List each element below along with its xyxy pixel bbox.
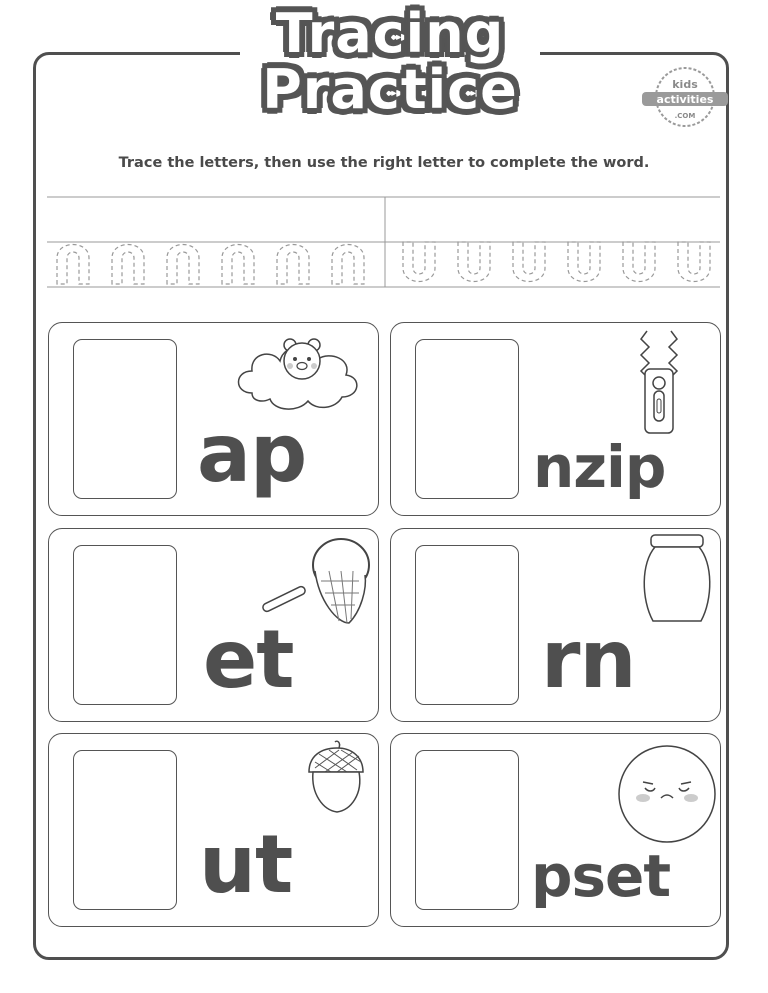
letter-answer-box[interactable] [415,750,519,910]
trace-letter-n [57,245,89,285]
zipper-icon [627,329,691,437]
bear-on-cloud-icon [232,331,364,413]
trace-letter-n [332,245,364,285]
upset-face-icon [615,742,719,846]
trace-letter-n [112,245,144,285]
card-word: et [203,613,294,706]
urn-icon [637,533,717,627]
instructions-text: Trace the letters, then use the right letter to complete the word. [118,155,650,171]
card-word: ut [199,818,293,911]
trace-letter-u [568,242,600,282]
trace-letter-u [678,242,710,282]
logo-com: .COM [674,112,696,120]
word-card-5 [48,733,379,927]
trace-letters-u [403,242,710,282]
trace-letter-u [458,242,490,282]
letter-answer-box[interactable] [415,339,519,499]
word-card-3 [48,528,379,722]
letter-answer-box[interactable] [73,545,177,705]
logo-activities: activities [656,93,714,106]
card-word: rn [541,613,636,706]
word-card-4 [390,528,721,722]
acorn-icon [301,738,371,816]
word-card-6 [390,733,721,927]
word-card-1 [48,322,379,516]
trace-letter-u [403,242,435,282]
trace-letters-n [57,245,364,285]
page-title [230,2,550,121]
trace-letter-n [167,245,199,285]
trace-letter-n [277,245,309,285]
card-word: pset [531,842,671,910]
letter-answer-box[interactable] [73,750,177,910]
title-line-2: Practice [262,58,518,121]
card-word: nzip [533,433,666,501]
logo-kids: kids [672,78,698,91]
kids-activities-logo [640,66,730,128]
trace-letter-u [513,242,545,282]
tracing-lines [47,196,720,288]
word-card-2 [390,322,721,516]
letter-answer-box[interactable] [415,545,519,705]
title-line-1: Tracing [275,2,505,65]
letter-answer-box[interactable] [73,339,177,499]
trace-letter-u [623,242,655,282]
trace-letter-n [222,245,254,285]
card-word: ap [197,407,307,500]
